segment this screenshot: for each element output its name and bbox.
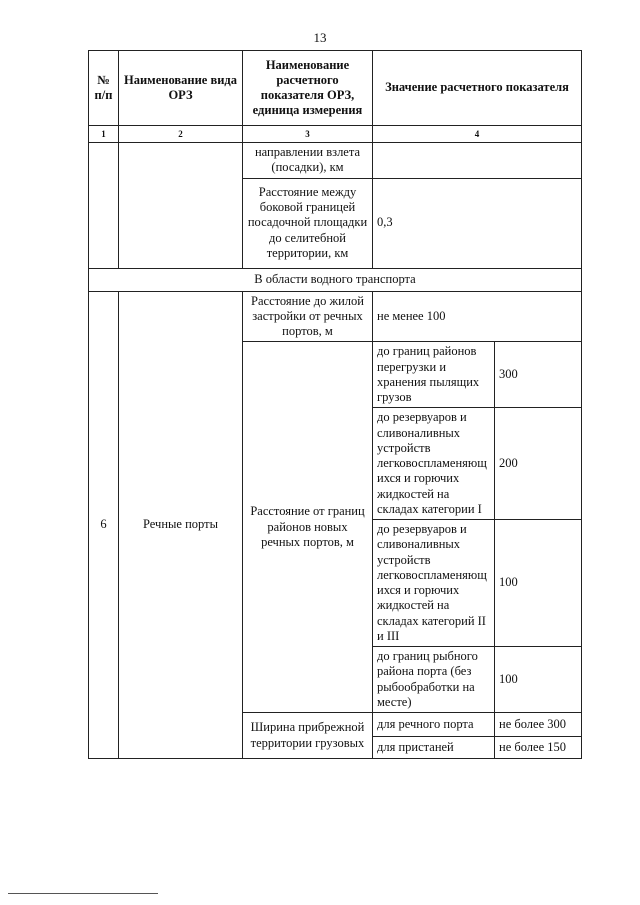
cell-type-empty xyxy=(119,143,243,269)
cell-value: 300 xyxy=(495,342,582,408)
page-number: 13 xyxy=(313,30,327,45)
cell-condition: до границ районов перегрузки и хранения пылящих грузов xyxy=(373,342,495,408)
table-row xyxy=(89,291,582,342)
cell-condition: до резервуаров и сливоналивных устройств легковоспламеняющ ихся и горючих жидкостей на складах категории I xyxy=(373,408,495,520)
cell-condition: для пристаней xyxy=(373,737,495,759)
cell-value xyxy=(373,143,582,179)
header-number: № п/п xyxy=(89,51,119,126)
cell-indicator: Ширина прибрежной территории грузовых xyxy=(243,713,373,759)
cell-value: не более 150 xyxy=(495,737,582,759)
cell-indicator: Расстояние от границ районов новых речных портов, м xyxy=(243,342,373,713)
column-number-row xyxy=(89,126,582,143)
cell-value: не менее 100 xyxy=(373,291,582,342)
item-number: 6 xyxy=(89,291,119,759)
header-row xyxy=(89,51,582,126)
section-row xyxy=(89,268,582,291)
footer-divider xyxy=(8,893,158,894)
col-number-3: 3 xyxy=(243,126,373,143)
cell-condition: до резервуаров и сливоналивных устройств легковоспламеняющ ихся и горючих жидкостей на складах категорий II и III xyxy=(373,520,495,647)
section-title: В области водного транспорта xyxy=(89,268,582,291)
header-type: Наименование вида ОРЗ xyxy=(119,51,243,126)
regulation-table xyxy=(88,50,582,759)
header-indicator: Наименование расчетного показателя ОРЗ, единица измерения xyxy=(243,51,373,126)
cell-value: 100 xyxy=(495,520,582,647)
cell-indicator: направлении взлета (посадки), км xyxy=(243,143,373,179)
header-value: Значение расчетного показателя xyxy=(373,51,582,126)
cell-indicator: Расстояние между боковой границей посадочной площадки до селитебной территории, км xyxy=(243,178,373,268)
col-number-1: 1 xyxy=(89,126,119,143)
cell-value: не более 300 xyxy=(495,713,582,737)
cell-value: 100 xyxy=(495,647,582,713)
cell-indicator: Расстояние до жилой застройки от речных портов, м xyxy=(243,291,373,342)
cell-condition: до границ рыбного района порта (без рыбообработки на месте) xyxy=(373,647,495,713)
item-type: Речные порты xyxy=(119,291,243,759)
cell-value: 0,3 xyxy=(373,178,582,268)
col-number-2: 2 xyxy=(119,126,243,143)
cell-condition: для речного порта xyxy=(373,713,495,737)
cell-number-empty xyxy=(89,143,119,269)
col-number-4: 4 xyxy=(373,126,582,143)
table-row xyxy=(89,143,582,179)
cell-value: 200 xyxy=(495,408,582,520)
